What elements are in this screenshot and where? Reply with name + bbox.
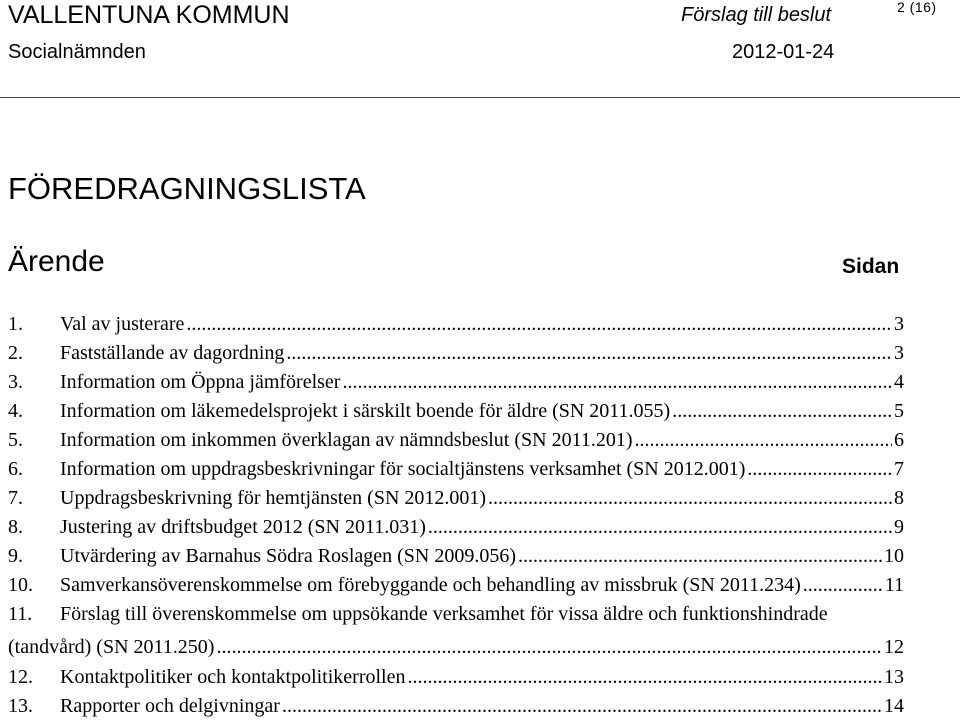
- toc-number: 9.: [8, 545, 23, 567]
- toc-leader: [216, 637, 882, 657]
- toc-text: Val av justerare: [60, 313, 185, 335]
- toc-page: 3: [894, 313, 904, 335]
- toc-page: 11: [884, 574, 904, 596]
- toc-leader: [488, 488, 892, 508]
- page-title: FÖREDRAGNINGSLISTA: [8, 171, 366, 206]
- toc-leader: [186, 314, 892, 334]
- toc-leader: [518, 546, 882, 566]
- page-column-heading: Sidan: [842, 255, 900, 278]
- toc-number: 2.: [8, 342, 23, 364]
- toc-text: Uppdragsbeskrivning för hemtjänsten (SN 2012.001): [60, 487, 487, 509]
- toc-leader: [282, 696, 882, 716]
- header-divider: [0, 97, 960, 98]
- organization-name: VALLENTUNA KOMMUN: [8, 1, 290, 29]
- toc-number: 13.: [8, 695, 33, 717]
- document-date: 2012-01-24: [732, 41, 835, 63]
- toc-number: 11.: [8, 603, 33, 625]
- toc-number: 10.: [8, 574, 33, 596]
- toc-text: Information om uppdragsbeskrivningar för socialtjänstens verksamhet (SN 2012.001): [60, 458, 746, 480]
- document-type: Förslag till beslut: [681, 4, 832, 26]
- toc-number: 12.: [8, 666, 33, 688]
- toc-page: 9: [894, 516, 904, 538]
- toc-page: 6: [894, 429, 904, 451]
- toc-text: Fastställande av dagordning: [60, 342, 285, 364]
- toc-leader: [635, 430, 893, 450]
- toc-page: 13: [884, 666, 904, 688]
- toc-text: Samverkansöverenskommelse om förebyggande och behandling av missbruk (SN 2011.234): [60, 574, 801, 596]
- toc-text: Justering av driftsbudget 2012 (SN 2011.031): [60, 516, 426, 538]
- toc-leader: [428, 517, 892, 537]
- toc-text-line1: Förslag till överenskommelse om uppsökande verksamhet för vissa äldre och funktionshindrade: [60, 603, 828, 625]
- toc-text: Rapporter och delgivningar: [60, 695, 280, 717]
- toc-text: Information om läkemedelsprojekt i särskilt boende för äldre (SN 2011.055): [60, 400, 671, 422]
- toc-leader: [286, 343, 892, 363]
- toc-number: 4.: [8, 400, 23, 422]
- toc-number: 3.: [8, 371, 23, 393]
- toc-page: 12: [884, 636, 904, 658]
- toc-number: 5.: [8, 429, 23, 451]
- toc-text: Kontaktpolitiker och kontaktpolitikerrollen: [60, 666, 406, 688]
- toc-page: 7: [894, 458, 904, 480]
- toc-leader: [747, 459, 892, 479]
- department-name: Socialnämnden: [8, 41, 146, 63]
- toc-number: 7.: [8, 487, 23, 509]
- toc-number: 8.: [8, 516, 23, 538]
- toc-page: 8: [894, 487, 904, 509]
- item-column-heading: Ärende: [8, 245, 105, 278]
- toc-page: 3: [894, 342, 904, 364]
- toc-leader: [407, 667, 882, 687]
- toc-leader: [803, 575, 883, 595]
- toc-text: Information om Öppna jämförelser: [60, 371, 341, 393]
- toc-text: Information om inkommen överklagan av nämndsbeslut (SN 2011.201): [60, 429, 633, 451]
- toc-number: 6.: [8, 458, 23, 480]
- toc-leader: [342, 372, 892, 392]
- toc-text: Utvärdering av Barnahus Södra Roslagen (SN 2009.056): [60, 545, 517, 567]
- toc-leader: [672, 401, 892, 421]
- toc-page: 4: [894, 371, 904, 393]
- toc-page: 14: [884, 695, 904, 717]
- toc-number: 1.: [8, 313, 23, 335]
- toc-text: (tandvård) (SN 2011.250): [8, 636, 215, 658]
- page-number: 2 (16): [897, 0, 937, 15]
- toc-page: 10: [884, 545, 904, 567]
- toc-page: 5: [894, 400, 904, 422]
